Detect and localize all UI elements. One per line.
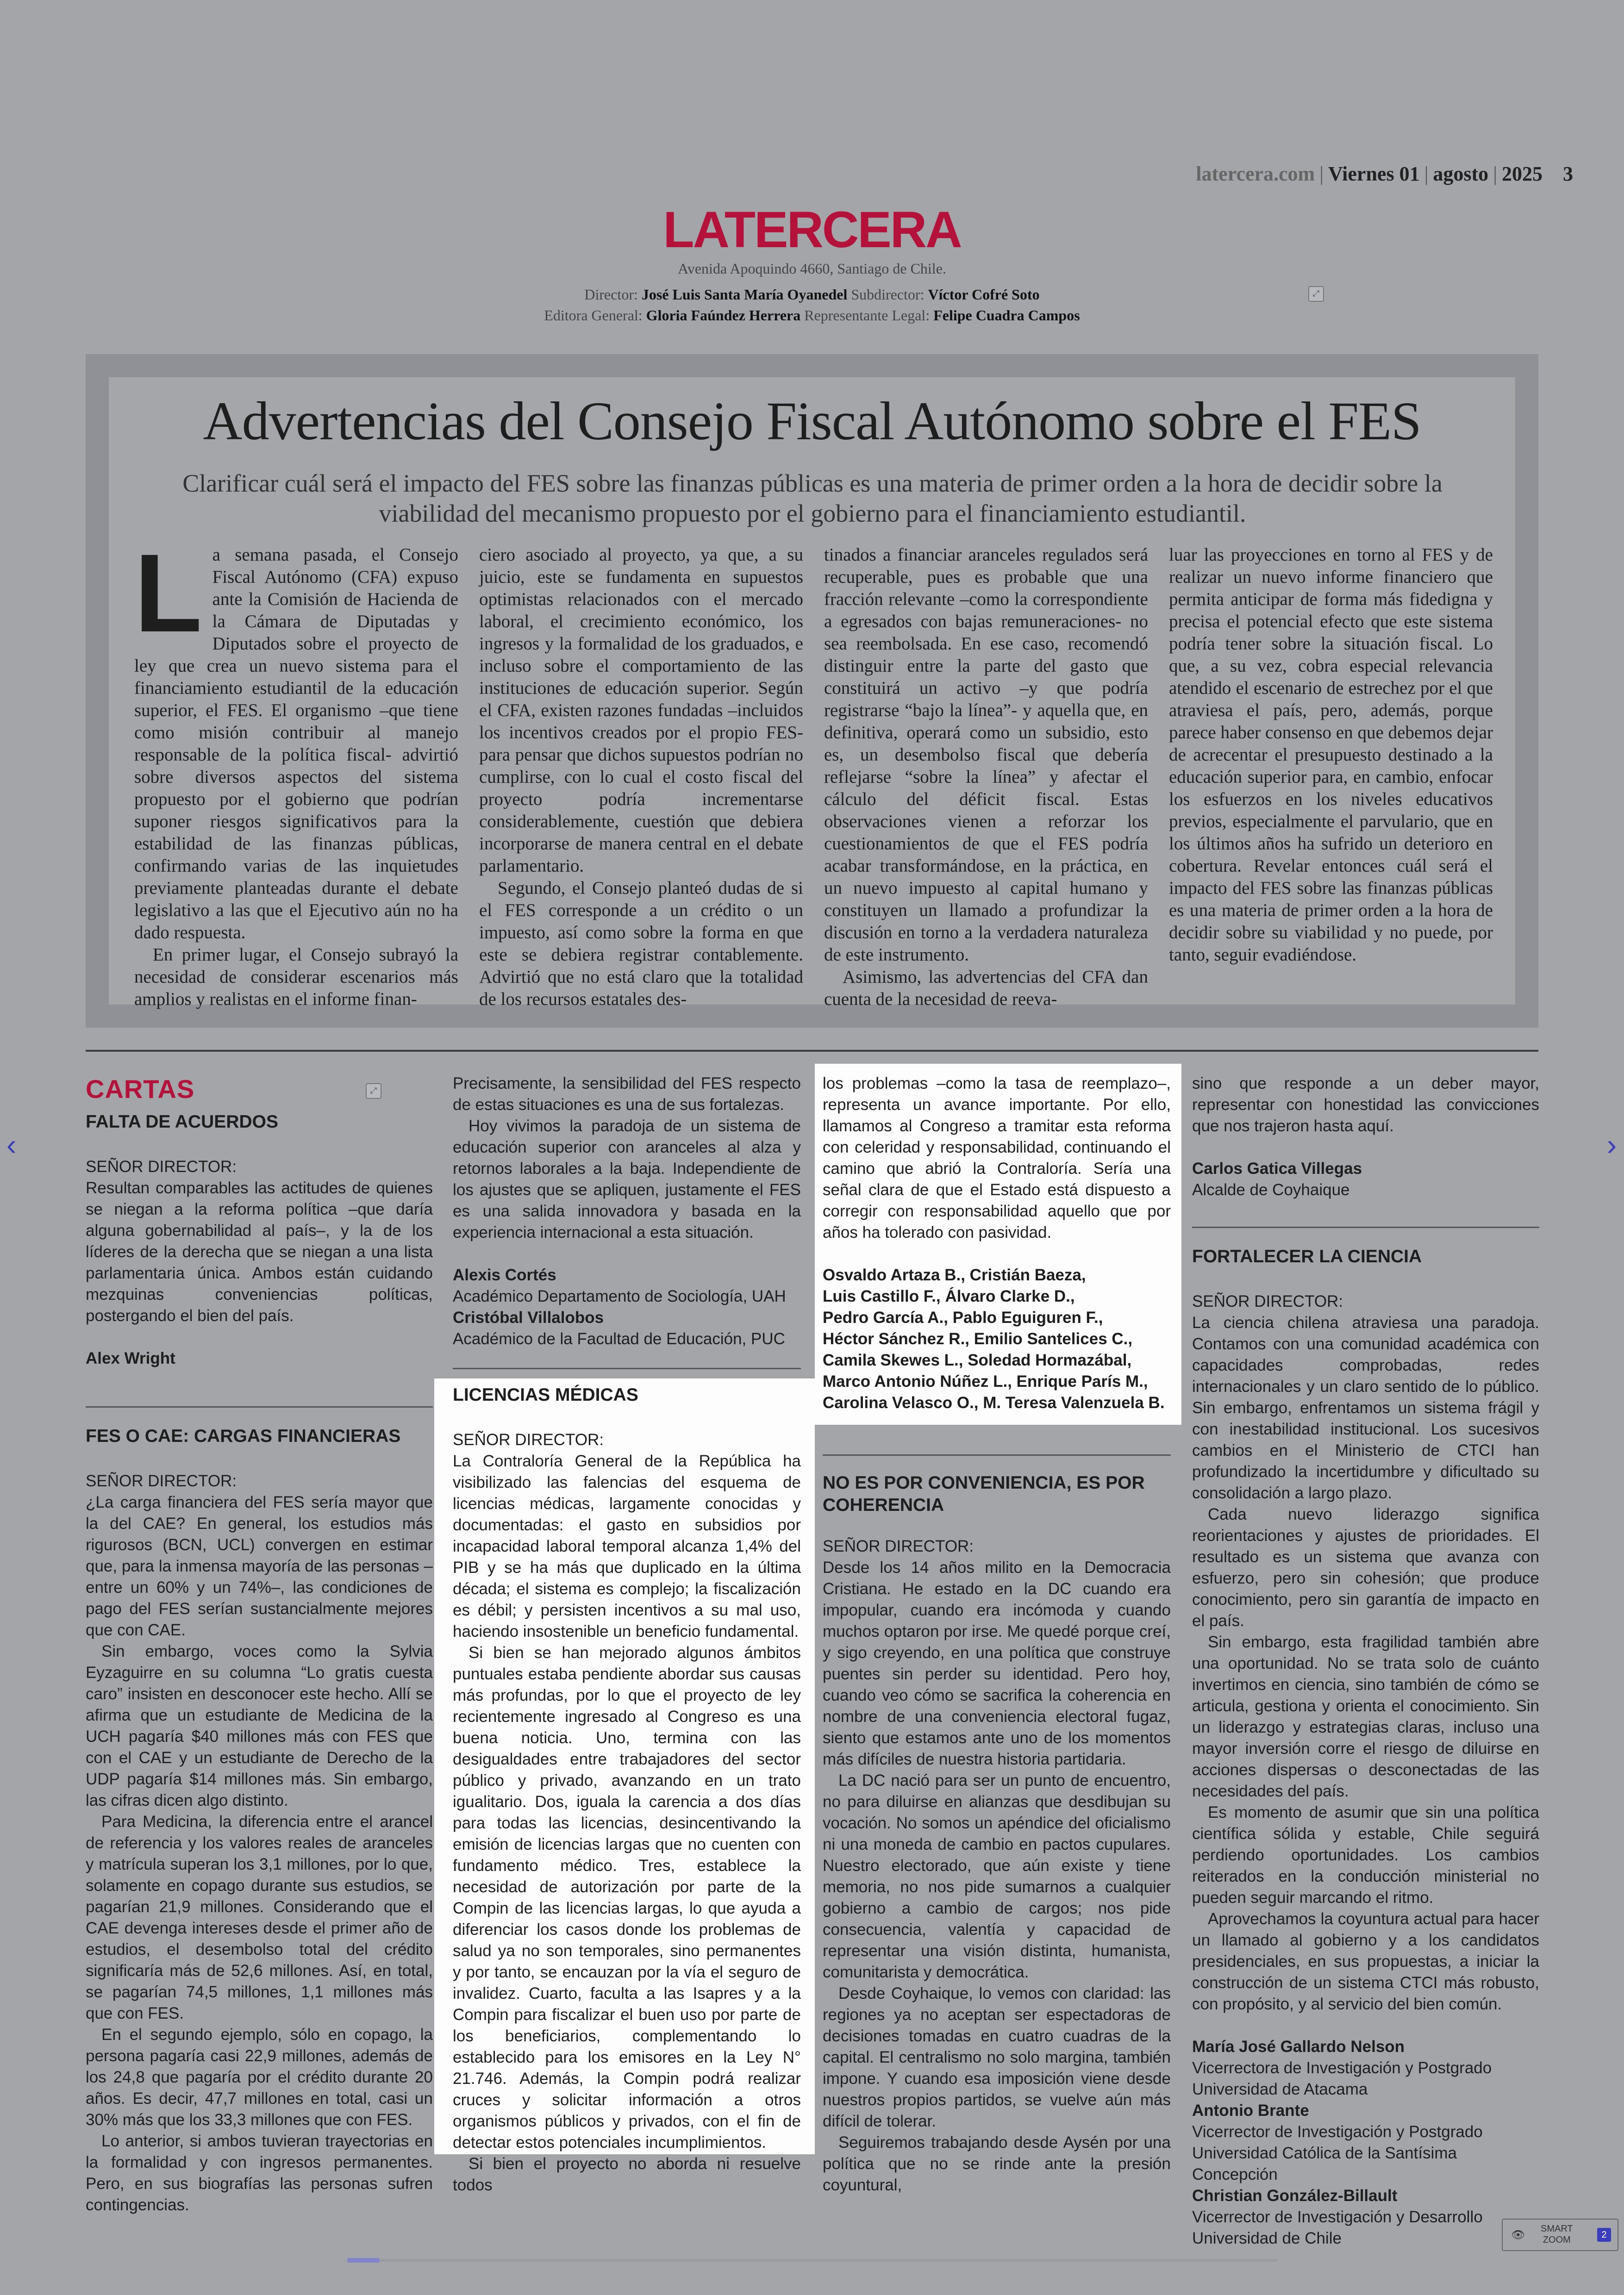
letter-licencias	[453, 1384, 801, 2196]
letter-paragraph: Seguiremos trabajando desde Aysén por una política que no se rinde ante la presión coyuntural,	[823, 2133, 1171, 2194]
letter-headline: LICENCIAS MÉDICAS	[453, 1385, 638, 1405]
month: agosto	[1433, 162, 1489, 185]
letter-signature: Héctor Sánchez R., Emilio Santelices C.,	[823, 1330, 1133, 1348]
letters-column-4	[1192, 1073, 1539, 2249]
salutation: SEÑOR DIRECTOR:	[823, 1537, 974, 1555]
letter-headline: NO ES POR CONVENIENCIA, ES POR COHERENCIA	[823, 1473, 1145, 1515]
letter-signature: Cristóbal Villalobos	[453, 1309, 604, 1327]
letter-paragraph: Cada nuevo liderazgo significa reorientaciones y ajustes de prioridades. El resultado es un sistema que avanza con esfuerzo, pero sin cohesión; que produce conocimiento, pero sin garantía de impacto en el país.	[1192, 1505, 1539, 1630]
section-divider	[86, 1050, 1538, 1052]
chevron-left-icon[interactable]: ‹	[6, 1128, 17, 1161]
letter-paragraph: Lo anterior, si ambos tuvieran trayectorias en la formalidad y con ingresos permanentes. Pero, en sus biografías las personas sufren contingencias.	[86, 2132, 433, 2214]
salutation: SEÑOR DIRECTOR:	[453, 1431, 604, 1449]
eye-icon: 👁	[1511, 2229, 1525, 2241]
salutation: SEÑOR DIRECTOR:	[86, 1472, 237, 1490]
director-label: Director:	[584, 286, 638, 303]
editorial-paragraph: Segundo, el Consejo planteó dudas de si el FES corresponde a un crédito o un impuesto, así como sobre la forma en que este se debiera registrar contablemente. Advirtió que no está claro que la totalidad de los recursos estatales des-	[479, 878, 803, 1009]
editorial-column-3	[824, 544, 1148, 1010]
editorial-paragraph: Asimismo, las advertencias del CFA dan cuenta de la necesidad de reeva-	[824, 967, 1148, 1009]
letter-signature: María José Gallardo Nelson	[1192, 2038, 1405, 2056]
letter-signature: Alex Wright	[86, 1349, 175, 1367]
letter-headline: FORTALECER LA CIENCIA	[1192, 1247, 1422, 1266]
address: Avenida Apoquindo 4660, Santiago de Chile.	[678, 260, 946, 277]
letter-paragraph: Sin embargo, voces como la Sylvia Eyzaguirre en su columna “Lo gratis cuesta caro” insisten en desconocer este hecho. Allí se afirma que un estudiante de Medicina de la UCH pagaría $40 millones más con FES que con el CAE y un estudiante de Derecho de la UDP pagaría $14 millones más. Sin embargo, las cifras dicen algo distinto.	[86, 1642, 433, 1809]
section-title-cartas: CARTAS	[86, 1074, 195, 1104]
subdirector-label: Subdirector:	[851, 286, 924, 303]
staff-line-1	[0, 286, 1624, 303]
letter-paragraph: Es momento de asumir que sin una política científica sólida y estable, Chile seguirá perdiendo oportunidades. Los cambios reiterados en la conducción ministerial no pueden seguir marcando el ritmo.	[1192, 1803, 1539, 1907]
letter-paragraph: La DC nació para ser un punto de encuentro, no para diluirse en alianzas que desdibujan su vocación. No somos un apéndice del oficialismo ni una moneda de cambio en pactos cupulares. Nuestro electorado, que aún existe y tiene memoria, no nos pide sumarnos a cualquier gobierno a cambio de cargos; nos pide consecuencia, valentía y capacidad de representar una visión distinta, humanista, comunitarista y democrática.	[823, 1771, 1171, 1981]
editora-name: Gloria Faúndez Herrera	[646, 307, 801, 324]
signature-affiliation: Vicerrectora de Investigación y Postgrado	[1192, 2059, 1492, 2077]
editorial-column-2	[479, 544, 803, 1010]
letter-paragraph: Para Medicina, la diferencia entre el arancel de referencia y los valores reales de aranceles y matrícula superan los 3,1 millones, por lo que, solamente en copago durante sus estudios, se pagarían 21,9 millones. Considerando que el CAE devenga intereses desde el primer año de estudios, el desembolso total del crédito significaría más de 52,6 millones. Así, en total, se pagarían 74,5 millones, 1,1 millones más que con FES.	[86, 1813, 433, 2022]
editorial-column-1	[134, 531, 458, 1010]
smart-zoom-button[interactable]	[1502, 2219, 1618, 2251]
letter-paragraph: La Contraloría General de la República ha visibilizado las falencias del esquema de licencias médicas, largamente conocidas y documentadas: el gasto en subsidios por incapacidad laboral temporal alcanza 1,4% del PIB y se ha más que duplicado en la última década; el sistema es complejo; la fiscalización es débil; y persisten incentivos a su mal uso, haciendo insostenible un beneficio fundamental.	[453, 1452, 801, 1640]
letter-divider	[823, 1454, 1171, 1456]
letter-paragraph: Sin embargo, esta fragilidad también abre una oportunidad. No se trata solo de cuánto invertimos en ciencia, sino también de cómo se articula, gestiona y orienta el conocimiento. Sin un liderazgo y estrategias claras, incluso una mayor inversión corre el riesgo de diluirse en acciones dispersas o desconectadas de las necesidades del país.	[1192, 1633, 1539, 1800]
editorial-paragraph: tinados a financiar aranceles regulados será recuperable, pues es probable que una fracción relevante –como la correspondiente a egresados con bajas remuneraciones- no sea reembolsada. En ese caso, recomendó distinguir entre la parte del gasto que constituirá un activo –y que podría registrarse “bajo la línea”- y aquella que, en definitiva, operará como un subsidio, esto es, un desembolso fiscal que debería reflejarse “sobre la línea” y afectar el cálculo del déficit fiscal. Estas observaciones vienen a reforzar los cuestionamientos de que el FES podría acabar transformándose, en la práctica, en un nuevo impuesto al capital humano y constituyen un llamado a profundizar la discusión en torno a la verdadera naturaleza de este instrumento.	[824, 545, 1148, 965]
salutation: SEÑOR DIRECTOR:	[86, 1158, 237, 1176]
letter-signature: Alexis Cortés	[453, 1266, 556, 1284]
signature-affiliation: Alcalde de Coyhaique	[1192, 1181, 1350, 1199]
letter-signature: Osvaldo Artaza B., Cristián Baeza,	[823, 1266, 1086, 1284]
signature-affiliation: Vicerrector de Investigación y Postgrado	[1192, 2123, 1483, 2141]
smart-zoom-label: SMART ZOOM	[1541, 2224, 1573, 2245]
signature-affiliation: Universidad de Atacama	[1192, 2080, 1368, 2098]
letter-signature: Christian González-Billault	[1192, 2187, 1398, 2205]
drop-cap: L	[134, 531, 202, 655]
staff-line-2	[0, 307, 1624, 324]
expand-icon[interactable]: ⤢	[366, 1083, 381, 1099]
subdirector-name: Víctor Cofré Soto	[928, 286, 1040, 303]
letter-paragraph: Precisamente, la sensibilidad del FES respecto de estas situaciones es una de sus fortalezas.	[453, 1074, 801, 1114]
expand-icon[interactable]: ⤢	[1308, 286, 1324, 302]
page-dateline: latercera.com | Viernes 01 | agosto | 2025 3	[1196, 162, 1573, 185]
scrollbar-thumb[interactable]	[347, 2258, 380, 2263]
editorial-paragraph: En primer lugar, el Consejo subrayó la necesidad de considerar escenarios más amplios y realistas en el informe finan-	[134, 945, 458, 1009]
signature-affiliation: Vicerrector de Investigación y Desarrollo	[1192, 2208, 1483, 2226]
editorial-paragraph: ciero asociado al proyecto, ya que, a su juicio, este se fundamenta en supuestos optimistas relacionados con el mercado laboral, el crecimiento económico, los ingresos y la formalidad de los graduados, e incluso sobre el comportamiento de las instituciones de educación superior. Según el CFA, existen razones fundadas –incluidos los incentivos creados por el propio FES- para pensar que dichos supuestos podrían no cumplirse, con lo cual el costo fiscal del proyecto podría incrementarse considerablemente, cuestión que debiera incorporarse de manera central en el debate parlamentario.	[479, 545, 803, 876]
letter-paragraph: Si bien se han mejorado algunos ámbitos puntuales estaba pendiente abordar sus causas más profundas, por lo que el proyecto de ley recientemente ingresado al Congreso es una buena noticia. Uno, termina con las desigualdades entre trabajadores del sector público y privado, avanzando en un trato igualitario. Dos, iguala la carencia a dos días para todas las licencias, desincentivando la emisión de licencias largas que no cuenten con fundamento médico. Tres, establece la necesidad de autorización por parte de la Compin de las licencias largas, lo que ayuda a diferenciar los casos donde los problemas de salud ya no son temporales, sino permanentes y por tanto, se encauzan por la vía el seguro de invalidez. Cuarto, faculta a las Isapres y a la Compin para fiscalizar el buen uso por parte de los beneficiarios, complementando lo establecido para los emisores en la Ley N° 21.746. Además, la Compin podrá realizar cruces y solicitar información a otros organismos públicos y privados, con el fin de detectar estos potenciales incumplimientos.	[453, 1644, 801, 2152]
page-number: 3	[1563, 162, 1573, 185]
year: 2025	[1502, 162, 1543, 185]
letter-paragraph: sino que responde a un deber mayor, representar con honestidad las convicciones que nos trajeron hasta aquí.	[1192, 1074, 1539, 1135]
letter-paragraph: En el segundo ejemplo, sólo en copago, la persona pagaría casi 22,9 millones, además de los 24,8 que pagaría por el crédito durante 20 años. Es decir, 47,7 millones en total, casi un 30% más que los 33,3 millones que con FES.	[86, 2026, 433, 2129]
letter-signature: Carlos Gatica Villegas	[1192, 1160, 1362, 1178]
letter-headline: FES O CAE: CARGAS FINANCIERAS	[86, 1426, 401, 1446]
director-name: José Luis Santa María Oyanedel	[641, 286, 848, 303]
editorial-title: Advertencias del Consejo Fiscal Autónomo sobre el FES	[203, 391, 1421, 451]
weekday: Viernes 01	[1328, 162, 1420, 185]
letter-divider	[1192, 1227, 1539, 1228]
letter-signature: Camila Skewes L., Soledad Hormazábal,	[823, 1351, 1132, 1369]
editorial-column-4	[1169, 544, 1493, 966]
salutation: SEÑOR DIRECTOR:	[1192, 1292, 1343, 1310]
letters-column-2	[453, 1073, 801, 1350]
letter-paragraph: Hoy vivimos la paradoja de un sistema de educación superior con aranceles al alza y retornos laborales a la baja. Independiente de los ajustes que se apliquen, justamente el FES es una salida innovadora y basada en la experiencia internacional a esta situación.	[453, 1117, 801, 1241]
letter-paragraph: los problemas –como la tasa de reemplazo–, representa un avance importante. Por ello, llamamos al Congreso a tramitar esta reforma con celeridad y responsabilidad, continuando el camino que abrió la Contraloría. Sería una señal clara de que el Estado está dispuesto a corregir con responsabilidad aquello que por años ha tolerado con pasividad.	[823, 1074, 1171, 1241]
letter-paragraph: Aprovechamos la coyuntura actual para hacer un llamado al gobierno y a los candidatos presidenciales, en sus propuestas, a iniciar la construcción de un sistema CTCI más robusto, con propósito, y al servicio del bien común.	[1192, 1910, 1539, 2013]
site-name: latercera.com	[1196, 162, 1315, 185]
letter-paragraph: Desde Coyhaique, lo vemos con claridad: las regiones ya no aceptan ser espectadoras de decisiones tomadas en cuatro cuadras de la capital. El centralismo no solo margina, también impone. Y cuando esa imposición viene desde nuestros propios partidos, se vuelve aún más difícil de tolerar.	[823, 1984, 1171, 2130]
signature-affiliation: Universidad de Chile	[1192, 2229, 1342, 2247]
letters-column-3	[823, 1073, 1171, 1414]
editorial-subtitle: Clarificar cuál será el impacto del FES sobre las finanzas públicas es una materia de primer orden a la hora de decidir sobre la viabilidad del mecanismo propuesto por el gobierno para el financiamiento estudiantil.	[182, 469, 1443, 527]
editora-label: Editora General:	[544, 307, 643, 324]
letter-headline: FALTA DE ACUERDOS	[86, 1112, 278, 1132]
editorial-paragraph: a semana pasada, el Consejo Fiscal Autónomo (CFA) expuso ante la Comisión de Hacienda de la Cámara de Diputadas y Diputados sobre el proyecto de ley que crea un nuevo sistema para el financiamiento estudiantil de la educación superior, el FES. El organismo –que tiene como misión contribuir al manejo responsable de la política fiscal- advirtió sobre diversos aspectos del sistema propuesto por el gobierno que podrían suponer riesgos significativos para la estabilidad de las finanzas públicas, confirmando varias de las inquietudes previamente planteadas durante el debate legislativo a las que el Ejecutivo aún no ha dado respuesta.	[134, 545, 458, 942]
letter-paragraph: Desde los 14 años milito en la Democracia Cristiana. He estado en la DC cuando era impopular, cuando era incómoda y cuando muchos optaron por irse. Me quedé porque creí, y sigo creyendo, en una política que construye puentes sin perder su identidad. Pero hoy, cuando veo cómo se sacrifica la coherencia en nombre de una conveniencia electoral fugaz, siento que estamos ante uno de los momentos más difíciles de nuestra historia partidaria.	[823, 1559, 1171, 1768]
signature-affiliation: Académico de la Facultad de Educación, PUC	[453, 1330, 785, 1348]
letter-paragraph: ¿La carga financiera del FES sería mayor que la del CAE? En general, los estudios más rigurosos (BCN, UCL) convergen en estimar que, para la inmensa mayoría de las personas –entre un 60% y un 74%–, las condiciones de pago del FES serían sustancialmente mejores que con CAE.	[86, 1493, 433, 1639]
letter-paragraph: Si bien el proyecto no aborda ni resuelve todos	[453, 2155, 801, 2194]
letter-divider	[453, 1368, 801, 1369]
letter-signature: Luis Castillo F., Álvaro Clarke D.,	[823, 1287, 1075, 1305]
letter-signature: Marco Antonio Núñez L., Enrique París M.,	[823, 1372, 1148, 1391]
letter-paragraph: La ciencia chilena atraviesa una paradoja. Contamos con una comunidad académica con capacidades comprobadas, redes internacionales y un claro sentido de lo público. Sin embargo, enfrentamos un sistema frágil y con inestabilidad institucional. Los sucesivos cambios en el Ministerio de CTCI han profundizado la incertidumbre y dificultado su consolidación a largo plazo.	[1192, 1314, 1539, 1502]
letter-signature: Antonio Brante	[1192, 2102, 1309, 2120]
masthead-logo: LATERCERA	[663, 201, 961, 258]
scrollbar-track[interactable]	[347, 2259, 1277, 2262]
rep-name: Felipe Cuadra Campos	[933, 307, 1080, 324]
chevron-right-icon[interactable]: ›	[1606, 1128, 1617, 1161]
editorial-paragraph: luar las proyecciones en torno al FES y de realizar un nuevo informe financiero que permita anticipar de forma más fidedigna y precisa el potencial efecto que este sistema podría tener sobre la situación fiscal. Lo que, a su vez, cobra especial relevancia atendido el escenario de estrechez por el que atraviesa el país, pero, además, porque parece haber consenso en que debemos dejar de acrecentar el presupuesto destinado a la educación superior para, en cambio, enfocar los esfuerzos en los niveles educativos previos, especialmente el parvulario, que en los últimos años ha sufrido un deterioro en cobertura. Revelar entonces cuál será el impacto del FES sobre las finanzas públicas es una materia de primer orden a la hora de decidir sobre su viabilidad y no puede, por tanto, seguir evadiéndose.	[1169, 545, 1493, 965]
letter-signature: Pedro García A., Pablo Eguiguren F.,	[823, 1309, 1103, 1327]
letter-paragraph: Resultan comparables las actitudes de quienes se niegan a la reforma política –que daría alguna gobernabilidad al país–, y la de los líderes de la derecha que se niegan a una lista parlamentaria única. Ambos están cuidando mezquinas conveniencias políticas, postergando el bien del país.	[86, 1179, 433, 1325]
signature-affiliation: Universidad Católica de la Santísima Concepción	[1192, 2144, 1457, 2183]
zoom-badge: 2	[1597, 2228, 1611, 2242]
letter-signature: Carolina Velasco O., M. Teresa Valenzuela B.	[823, 1394, 1165, 1412]
signature-affiliation: Académico Departamento de Sociología, UAH	[453, 1287, 786, 1305]
letters-column-1	[86, 1111, 433, 2216]
letter-coherencia	[823, 1472, 1171, 2196]
rep-label: Representante Legal:	[804, 307, 930, 324]
letter-divider	[86, 1406, 433, 1408]
